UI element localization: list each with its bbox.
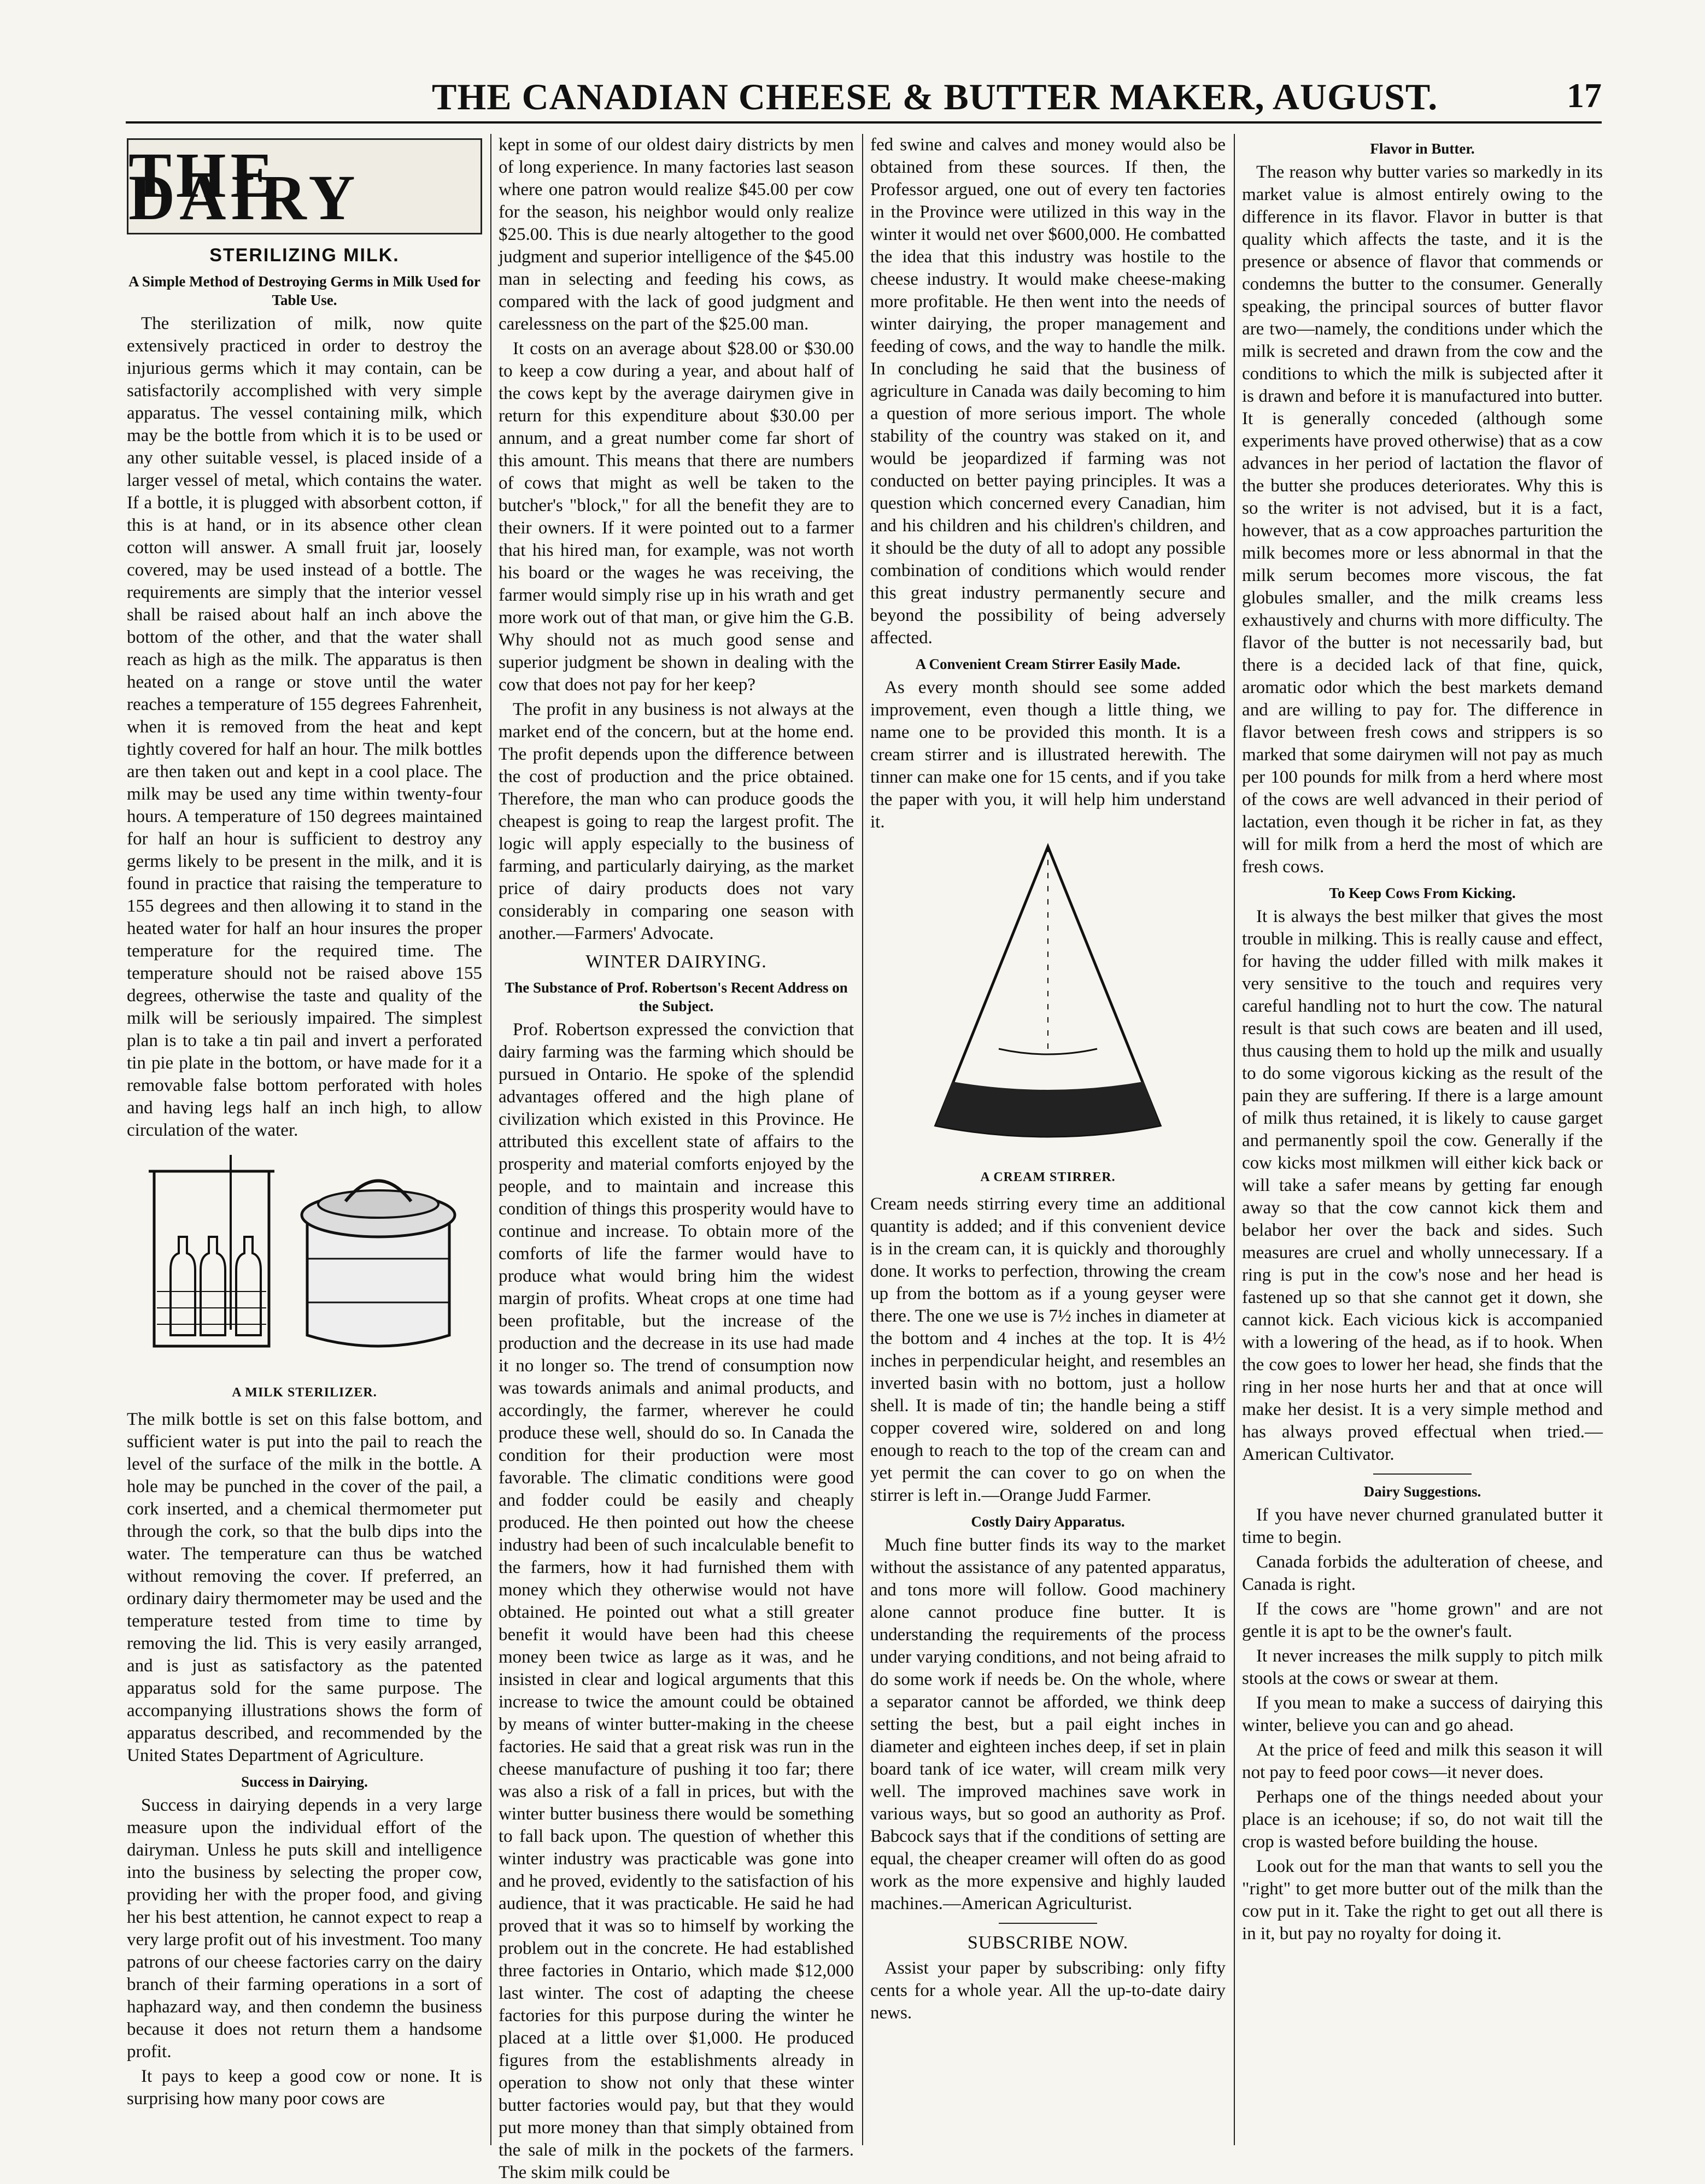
article-paragraph: As every month should see some added improvement, even though a little thing, we name one to be provided this month. It is a cream stirrer and is illustrated herewith. The tinner can make one for 15 cents, and if you take the paper with you, it will help him understand it. <box>870 678 1226 832</box>
cream-stirrer-illustration <box>870 841 1226 1159</box>
article-paragraph: It pays to keep a good cow or none. It is surprising how many poor cows are <box>127 2066 482 2109</box>
article-heading: A Convenient Cream Stirrer Easily Made. <box>915 656 1181 672</box>
page-header <box>126 64 1602 125</box>
article-paragraph: Cream needs stirring every time an additional quantity is added; and if this convenient device is in the cream can, it is quickly and thoroughly done. It works to perfection, throwing the cream up from the bottom as if a young geyser were there. The one we use is 7½ inches in diameter at the bottom and 4 inches at the top. It is 4½ inches in perpendicular height, and resembles an inverted basin with no bottom, just a hollow shell. It is made of tin; the handle being a stiff copper covered wire, soldered on and long enough to reach to the top of the cream can and yet permit the can cover to go on when the stirrer is left in.—Orange Judd Farmer. <box>870 1194 1226 1505</box>
section-rule <box>1373 1473 1472 1475</box>
dairy-logo: THE DAIRY <box>127 138 482 234</box>
column-divider <box>862 134 863 2145</box>
article-paragraph: The sterilization of milk, now quite extensively practiced in order to destroy the injurious germs which it may contain, can be satisfactorily accomplished with very simple apparatus. The vessel containing milk, which may be the bottle from which it is to be used or any other suitable vessel, is placed inside of a larger vessel of metal, which contains the water. If a bottle, it is plugged with absorbent cotton, if this is at hand, or in its absence other clean cotton will answer. A small fruit jar, loosely covered, may be used instead of a bottle. The requirements are simply that the interior vessel shall be raised about half an inch above the bottom of the other, and that the water shall reach as high as the milk. The apparatus is then heated on a range or stove until the water reaches a temperature of 155 degrees Fahrenheit, when it is removed from the heat and kept tightly covered for half an hour. The milk bottles are then taken out and kept in a cool place. The milk may be used any time within twenty-four hours. A temperature of 150 degrees maintained for half an hour is sufficient to destroy any germs likely to be present in the milk, and it is found in practice that raising the temperature to 155 degrees and then allowing it to stand in the heated water for half an hour insures the proper temperature for the required time. The temperature should not be raised above 155 degrees, otherwise the taste and quality of the milk will be seriously impaired. The simplest plan is to take a tin pail and invert a perforated tin pie plate in the bottom, or have made for it a removable false bottom perforated with holes and having legs half an inch high, to allow circulation of the water. <box>127 314 482 1140</box>
suggestion-item: If the cows are "home grown" and are not gentle it is apt to be the owner's fault. <box>1242 1599 1603 1641</box>
illustration-caption: A CREAM STIRRER. <box>980 1170 1116 1184</box>
article-subheading: A Simple Method of Destroying Germs in Milk Used for Table Use. <box>128 273 481 308</box>
article-paragraph: Much fine butter finds its way to the market without the assistance of any patented apparatus, and tons more will follow. Good machinery alone cannot produce fine butter. It is understanding the requirements of the process under varying conditions, and not being afraid to do some work if needs be. On the whole, where a separator cannot be afforded, we think deep setting the best, but a pail eight inches in diameter and eighteen inches deep, if set in plain board tank of ice water, will cream milk very well. The improved machines save work in various ways, but so good an authority as Prof. Babcock says that if the conditions of setting are equal, the cheaper creamer will often do as good work as the more expensive and highly lauded machines.—American Agriculturist. <box>870 1535 1226 1913</box>
article-paragraph: fed swine and calves and money would also be obtained from these sources. If then, the Professor argued, one out of every ten factories in the Province were utilized in this way in the winter it would net over $600,000. He combatted the idea that this industry was hostile to the cheese industry. It would make cheese-making more profitable. He then went into the needs of winter dairying, the proper management and feeding of cows, and the way to handle the milk. In concluding he said that the business of agriculture in Canada was daily becoming to him a question of more serious import. The whole stability of the country was staked on it, and would be jeopardized if farming was not conducted on better paying principles. It was a question which concerned every Canadian, him and his children and his children's children, and it should be the duty of all to adopt any possible combination of conditions which would render this great industry permanently secure and beyond the possibility of being adversely affected. <box>870 135 1226 648</box>
article-paragraph: The profit in any business is not always at the market end of the concern, but at the home end. The profit depends upon the difference between the cost of production and the price obtained. Therefore, the man who can produce goods the cheapest is going to reap the largest profit. The logic will apply especially to the business of farming, and particularly dairying, as the market price of dairy products does not vary considerably in comparing one season with another.—Farmers' Advocate. <box>499 700 854 943</box>
suggestion-item: If you mean to make a success of dairying this winter, believe you can and go ahead. <box>1242 1693 1603 1735</box>
column-2 <box>499 134 854 2182</box>
header-rule <box>126 121 1602 124</box>
column-divider <box>1234 134 1235 2145</box>
article-subheading: The Substance of Prof. Robertson's Recent Address on the Subject. <box>505 979 848 1014</box>
article-heading: Costly Dairy Apparatus. <box>971 1513 1125 1530</box>
milk-sterilizer-illustration <box>127 1149 482 1374</box>
article-heading: WINTER DAIRYING. <box>585 952 767 972</box>
illustration-caption: A MILK STERILIZER. <box>232 1385 377 1400</box>
article-heading: Flavor in Butter. <box>1370 140 1475 157</box>
page-number: 17 <box>1567 76 1602 115</box>
column-1 <box>127 134 482 2145</box>
suggestion-item: Perhaps one of the things needed about your place is an icehouse; if so, do not wait till the crop is wasted before building the house. <box>1242 1787 1603 1852</box>
suggestion-item: Look out for the man that wants to sell you the "right" to get more butter out of the milk than the cow put in it. Take the right to get out all there is in it, but pay no royalty for doing it. <box>1242 1857 1603 1944</box>
column-4 <box>1242 134 1603 2145</box>
article-paragraph: It is always the best milker that gives the most trouble in milking. This is really cause and effect, for having the udder filled with milk makes it very sensitive to the touch and requires very careful handling not to hurt the cow. The natural result is that such cows are beaten and ill used, thus causing them to hold up the milk and usually to do some vigorous kicking as the result of the pain they are suffering. If there is a large amount of milk thus retained, it is likely to cause garget and permanently spoil the cow. Generally if the cow kicks most milkmen will either kick back or will take a safer means by getting far enough away so that the cow cannot kick them and belabor her over the back and sides. Such measures are cruel and wholly unnecessary. If a ring is put in the cow's nose and her head is fastened up so that she cannot get it down, she cannot kick. Each vicious kick is accompanied with a lowering of the head, as if to hook. When the cow goes to lower her head, she finds that the ring in her nose hurts her and that at once will make her desist. It is a very simple method and has always proved effectual when tried.—American Cultivator. <box>1242 907 1603 1464</box>
column-3 <box>870 134 1226 2145</box>
article-paragraph: The reason why butter varies so markedly in its market value is almost entirely owing to the difference in its flavor. Flavor in butter is that quality which affects the taste, and it is the presence or absence of flavor that commends or condemns the butter to the consumer. Generally speaking, the principal sources of butter flavor are two—namely, the conditions under which the milk is secreted and drawn from the cow and the conditions to which the milk is subjected after it is drawn and before it is manufactured into butter. It is generally conceded (although some experiments have proved otherwise) that as a cow advances in her period of lactation the flavor of the butter she produces deteriorates. Why this is so the writer is not advised, but it is a fact, however, that as a cow approaches parturition the milk becomes more or less abnormal in that the milk serum becomes more viscous, the fat globules smaller, and the milk creams less exhaustively and churns with more difficulty. The flavor of the butter is not necessarily bad, but there is a decided lack of that fine, quick, aromatic odor which the best markets demand and are willing to pay for. The difference in flavor between fresh cows and strippers is so marked that some dairymen will not pay as much per 100 pounds for milk from a herd where most of the cows are well advanced in their period of lactation, even though it be richer in fat, as they will for milk from a herd the most of which are fresh cows. <box>1242 162 1603 877</box>
suggestion-item: At the price of feed and milk this season it will not pay to feed poor cows—it never does. <box>1242 1740 1603 1782</box>
suggestion-item: Canada forbids the adulteration of cheese, and Canada is right. <box>1242 1552 1603 1594</box>
article-paragraph: Assist your paper by subscribing: only fifty cents for a whole year. All the up-to-date dairy news. <box>870 1958 1226 2023</box>
article-paragraph: Success in dairying depends in a very large measure upon the individual effort of the dairyman. Unless he puts skill and intelligence into the business by selecting the proper cow, providing her with the proper food, and giving her his best attention, he cannot expect to reap a very large profit out of his investment. Too many patrons of our cheese factories carry on the dairy branch of their farming operations in a sort of haphazard way, and then condemn the business because it does not return them a handsome profit. <box>127 1795 482 2062</box>
page-title: THE CANADIAN CHEESE & BUTTER MAKER, AUGUST. <box>432 76 1438 118</box>
article-paragraph: The milk bottle is set on this false bottom, and sufficient water is put into the pail to reach the level of the surface of the milk in the bottle. A hole may be punched in the cover of the pail, a cork inserted, and a chemical thermometer put through the cork, so that the bulb dips into the water. The temperature can thus be watched without removing the cover. If preferred, an ordinary dairy thermometer may be used and the temperature tested from time to time by removing the lid. This is very easily arranged, and is just as satisfactory as the patented apparatus sold for the same purpose. The accompanying illustrations shows the form of apparatus described, and recommended by the United States Department of Agriculture. <box>127 1410 482 1765</box>
column-divider <box>490 134 491 2145</box>
article-paragraph: kept in some of our oldest dairy districts by men of long experience. In many factories last season where one patron would realize $45.00 per cow for the season, his neighbor would only realize $25.00. This is due nearly altogether to the good judgment and superior intelligence of the $45.00 man in selecting and feeding his cows, as compared with the lack of good judgment and carelessness on the part of the $25.00 man. <box>499 135 854 334</box>
article-heading: Success in Dairying. <box>241 1774 368 1790</box>
article-heading: SUBSCRIBE NOW. <box>967 1933 1129 1953</box>
article-heading: STERILIZING MILK. <box>209 245 400 266</box>
article-heading: Dairy Suggestions. <box>1363 1483 1481 1500</box>
article-heading: To Keep Cows From Kicking. <box>1329 885 1516 901</box>
section-rule <box>999 1923 1097 1924</box>
suggestion-item: It never increases the milk supply to pitch milk stools at the cows or swear at them. <box>1242 1646 1603 1688</box>
suggestion-item: If you have never churned granulated butter it time to begin. <box>1242 1505 1603 1547</box>
article-paragraph: Prof. Robertson expressed the conviction that dairy farming was the farming which should be pursued in Ontario. He spoke of the splendid advantages offered and the high plane of civilization which existed in this Province. He attributed this excellent state of affairs to the prosperity and material comforts enjoyed by the people, and to maintain and increase this condition of things this prosperity would have to continue and increase. To obtain more of the comforts of life the farmer would have to produce what would bring him the widest margin of profits. Wheat crops at one time had been profitable, but the increase of the production and the decrease in its use had made it no longer so. The trend of consumption now was towards animals and animal products, and accordingly, the farmer, wherever he could produce these well, should do so. In Canada the condition for their production were most favorable. The climatic conditions were good and fodder could be easily and cheaply produced. He then pointed out how the cheese industry had been of such incalculable benefit to the farmers, how it had furnished them with money which they otherwise would not have obtained. He pointed out what a still greater benefit it would have been had this cheese money been twice as large as it was, and he insisted in clear and logical arguments that this increase to twice the amount could be obtained by means of winter butter-making in the cheese factories. He said that a great risk was run in the cheese manufacture of pushing it too far; there was also a risk of a fall in prices, but with the winter butter business there would be something to fall back upon. The question of whether this winter industry was practicable was gone into and he proved, evidently to the satisfaction of his audience, that it was practicable. He said he had proved that it was so to himself by working the problem out in the concrete. He had established three factories in Ontario, which made $12,000 last winter. The cost of adapting the cheese factories for this purpose during the winter he placed at a little over $1,000. He produced figures from the establishments already in operation to show not only that these winter butter factories would pay, but that they would put more money than that simply obtained from the sale of milk in the pockets of the farmers. The skim milk could be <box>499 1020 854 2182</box>
article-paragraph: It costs on an average about $28.00 or $30.00 to keep a cow during a year, and about half of the cows kept by the average dairymen give in return for this expenditure about $30.00 per annum, and a great number come far short of this amount. This means that there are numbers of cows that might as well be taken to the butcher's "block," for all the benefit they are to their owners. If it were pointed out to a farmer that his hired man, for example, was not worth his board or the wages he was receiving, the farmer would simply rise up in his wrath and get more work out of that man, or give him the G.B. Why should not as much good sense and superior judgment be shown in dealing with the cow that does not pay for her keep? <box>499 339 854 695</box>
